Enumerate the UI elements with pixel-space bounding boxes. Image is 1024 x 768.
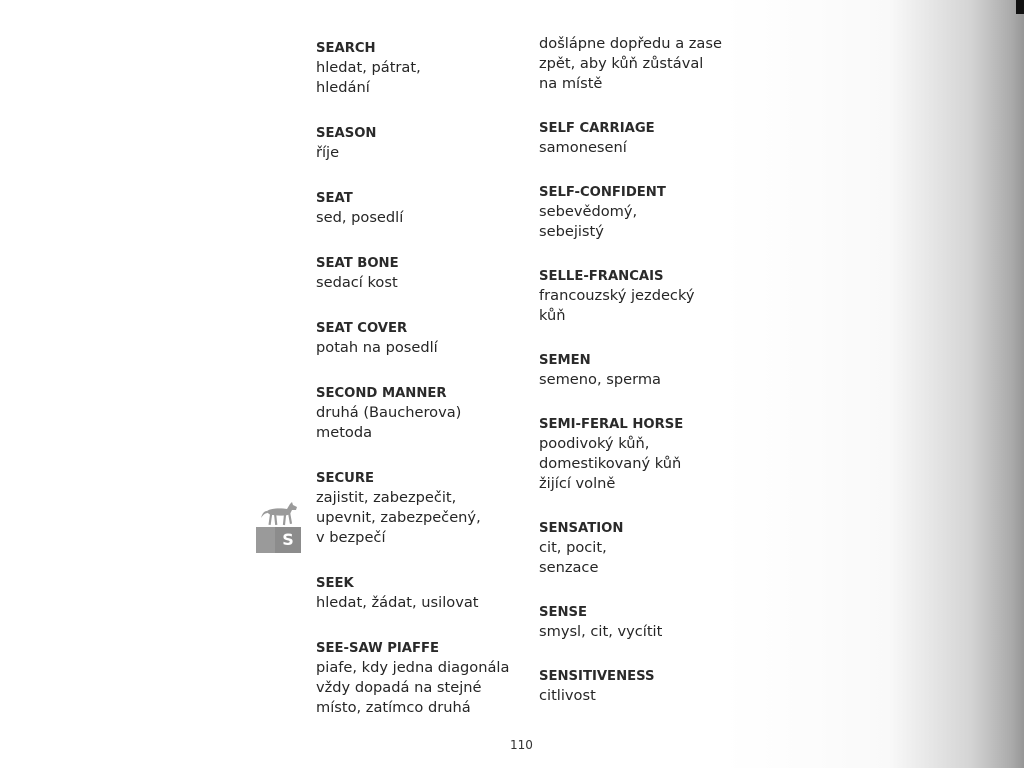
definition-line: zajistit, zabezpečit,	[316, 489, 457, 506]
dictionary-entry	[539, 668, 749, 706]
dictionary-entry	[316, 125, 526, 163]
dictionary-entry	[316, 640, 526, 718]
entry-term: SELF CARRIAGE	[539, 121, 655, 136]
definition-line: smysl, cit, vycítit	[539, 623, 663, 640]
dictionary-entry	[539, 120, 749, 158]
section-letter: S	[275, 527, 301, 553]
definition-line: místo, zatímco druhá	[316, 699, 471, 716]
definition-line: hledat, žádat, usilovat	[316, 594, 479, 611]
definition-line: upevnit, zabezpečený,	[316, 509, 481, 526]
entry-definition	[539, 686, 749, 706]
horse-icon	[259, 499, 301, 527]
dictionary-entry	[539, 184, 749, 242]
entry-definition	[316, 273, 526, 293]
entry-definition	[316, 488, 526, 548]
dictionary-entry	[539, 416, 749, 494]
definition-line: sedací kost	[316, 274, 398, 291]
entry-term: SENSE	[539, 605, 588, 620]
definition-line: domestikovaný kůň	[539, 455, 682, 472]
definition-line: cit, pocit,	[539, 539, 607, 556]
definition-line: došlápne dopředu a zase	[539, 35, 722, 52]
continued-definition	[539, 34, 749, 94]
dictionary-entry	[316, 575, 526, 613]
dictionary-entry	[539, 520, 749, 578]
entry-term: SEARCH	[316, 41, 376, 56]
entry-definition	[316, 208, 526, 228]
dictionary-entry	[316, 470, 526, 548]
definition-line: francouzský jezdecký	[539, 287, 695, 304]
entry-definition	[539, 622, 749, 642]
entry-definition	[539, 202, 749, 242]
definition-line: druhá (Baucherova)	[316, 404, 462, 421]
entry-definition	[316, 338, 526, 358]
definition-line: sebevědomý,	[539, 203, 638, 220]
entry-term: SENSATION	[539, 521, 624, 536]
definition-line: vždy dopadá na stejné	[316, 679, 482, 696]
dictionary-entry	[316, 320, 526, 358]
entry-term: SEAT	[316, 191, 353, 206]
dictionary-entry	[316, 40, 526, 98]
entry-term: SEAT BONE	[316, 256, 399, 271]
entry-definition	[316, 403, 526, 443]
definition-line: zpět, aby kůň zůstával	[539, 55, 704, 72]
page-gutter-shadow	[724, 0, 1024, 768]
entry-definition	[539, 138, 749, 158]
letter-tab-bar	[256, 527, 301, 553]
definition-line: žijící volně	[539, 475, 616, 492]
definition-line: hledat, pátrat,	[316, 59, 421, 76]
dictionary-entry	[316, 190, 526, 228]
entry-term: SELF-CONFIDENT	[539, 185, 666, 200]
definition-line: kůň	[539, 307, 566, 324]
definition-line: samonesení	[539, 139, 627, 156]
entry-term: SENSITIVENESS	[539, 669, 655, 684]
definition-line: v bezpečí	[316, 529, 386, 546]
definition-line: potah na posedlí	[316, 339, 438, 356]
definition-line: sed, posedlí	[316, 209, 404, 226]
scan-corner	[1016, 0, 1024, 14]
entry-term: SEASON	[316, 126, 377, 141]
dictionary-entry	[316, 255, 526, 293]
definition-line: na místě	[539, 75, 603, 92]
entry-term: SECOND MANNER	[316, 386, 447, 401]
entry-term: SEE-SAW PIAFFE	[316, 641, 440, 656]
entry-definition	[539, 434, 749, 494]
entry-term: SEEK	[316, 576, 354, 591]
definition-line: piafe, kdy jedna diagonála	[316, 659, 510, 676]
dictionary-entry	[539, 352, 749, 390]
definition-line: citlivost	[539, 687, 596, 704]
entry-term: SEMI-FERAL HORSE	[539, 417, 684, 432]
entry-definition	[539, 538, 749, 578]
definition-line: hledání	[316, 79, 370, 96]
entry-definition	[316, 143, 526, 163]
entry-definition	[316, 593, 526, 613]
entry-term: SECURE	[316, 471, 375, 486]
definition-line: semeno, sperma	[539, 371, 661, 388]
entry-term: SEMEN	[539, 353, 591, 368]
definition-line: metoda	[316, 424, 373, 441]
entry-term: SEAT COVER	[316, 321, 408, 336]
right-column	[539, 34, 749, 706]
section-tab	[256, 499, 301, 555]
entry-definition	[539, 370, 749, 390]
definition-line: sebejistý	[539, 223, 604, 240]
left-column	[316, 40, 526, 718]
entry-definition	[539, 286, 749, 326]
entry-term: SELLE-FRANCAIS	[539, 269, 664, 284]
entry-definition	[316, 58, 526, 98]
page-number: 110	[510, 738, 533, 752]
definition-line: senzace	[539, 559, 599, 576]
entry-definition	[316, 658, 526, 718]
definition-line: poodivoký kůň,	[539, 435, 650, 452]
dictionary-entry	[539, 604, 749, 642]
dictionary-entry	[316, 385, 526, 443]
definition-line: říje	[316, 144, 340, 161]
dictionary-entry	[539, 268, 749, 326]
